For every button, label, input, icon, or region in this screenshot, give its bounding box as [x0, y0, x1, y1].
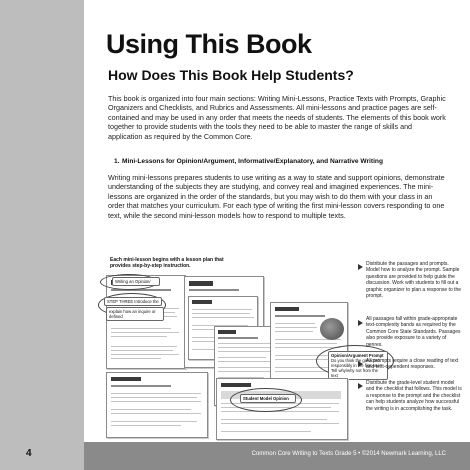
section-number: 1.: [114, 158, 120, 165]
callout-distribute-passages: Distribute the passages and prompts. Model how to analyze the prompt. Sample questions are provided to help guide the discussion. Work with students to fill out a graphic organizer to plan a response to the prompt.: [366, 261, 462, 300]
callout-close-reading: All prompts require a close reading of text and text-dependent responses.: [366, 358, 459, 371]
section-title: How Does This Book Help Students?: [108, 67, 354, 83]
callout-student-model: Distribute the grade-level student model and the checklist that follows. This model is a response to the prompt and the checklist can help students analyze how successful the writing is in accomplishing the task.: [366, 380, 462, 412]
figure-caption: Each mini-lesson begins with a lesson plan that provides step-by-step instruction.: [110, 257, 224, 270]
passage-photo: [320, 318, 344, 340]
page-number: 4: [26, 448, 32, 459]
pointer-arrow-1: [358, 264, 363, 270]
callout-passages-complexity: All passages fall within grade-appropriate text-complexity bands as required by the Common Core State Standards. Passages also provide exposure to a variety of genres.: [366, 316, 461, 348]
lesson-callout-1: Writing an Opinion/: [112, 277, 160, 286]
student-model-thumbnail: [106, 372, 208, 438]
page-content: [84, 0, 470, 442]
page-title: Using This Book: [106, 29, 312, 59]
section-heading: [114, 158, 414, 166]
intro-paragraph: This book is organized into four main sections: Writing Mini-Lessons, Practice Texts with Prompts, Graphic Organizers and Checklists, and Rubrics and Assessments. All mini-lessons and practice pages are self-contained and may be used in any order that meets the needs of students. The elements of this book work together to provide students with the tools they need to be able to master the range of skills and application as required by the Common Core.: [108, 94, 446, 141]
pointer-arrow-2: [358, 320, 363, 326]
section-body: Writing mini-lessons prepares students to use writing as a way to state and support opinions, demonstrate understanding of the subjects they are studying, and convey real and imagined experiences. The mini-lessons are organized in the order of the standards, but you may wish to do them with your class in an order that matches your curriculum. For each type of writing the first mini-lesson covers responding to one text, while the second mini-lesson models how to respond to multiple texts.: [108, 173, 445, 220]
pointer-arrow-3: [358, 361, 363, 367]
left-margin-band: [0, 0, 84, 470]
prompt-callout-text: Do you think the girl acted responsibly in the first one? Tell why/why not from the text: [331, 358, 382, 378]
lesson-callout-2: STEP THREE Introduce the: [104, 297, 162, 306]
checklist-callout: Student Model Opinion: [240, 394, 296, 403]
prompt-callout-title: Opinion/Argument Prompt: [331, 353, 384, 358]
footer-credit: Common Core Writing to Texts Grade 5 • ©2014 Newmark Learning, LLC: [251, 451, 446, 457]
section-heading-text: Mini-Lessons for Opinion/Argument, Informative/Explanatory, and Narrative Writing: [122, 158, 383, 165]
pointer-arrow-4: [358, 383, 363, 389]
lesson-callout-3: explain how an inquire or defined: [106, 307, 164, 321]
